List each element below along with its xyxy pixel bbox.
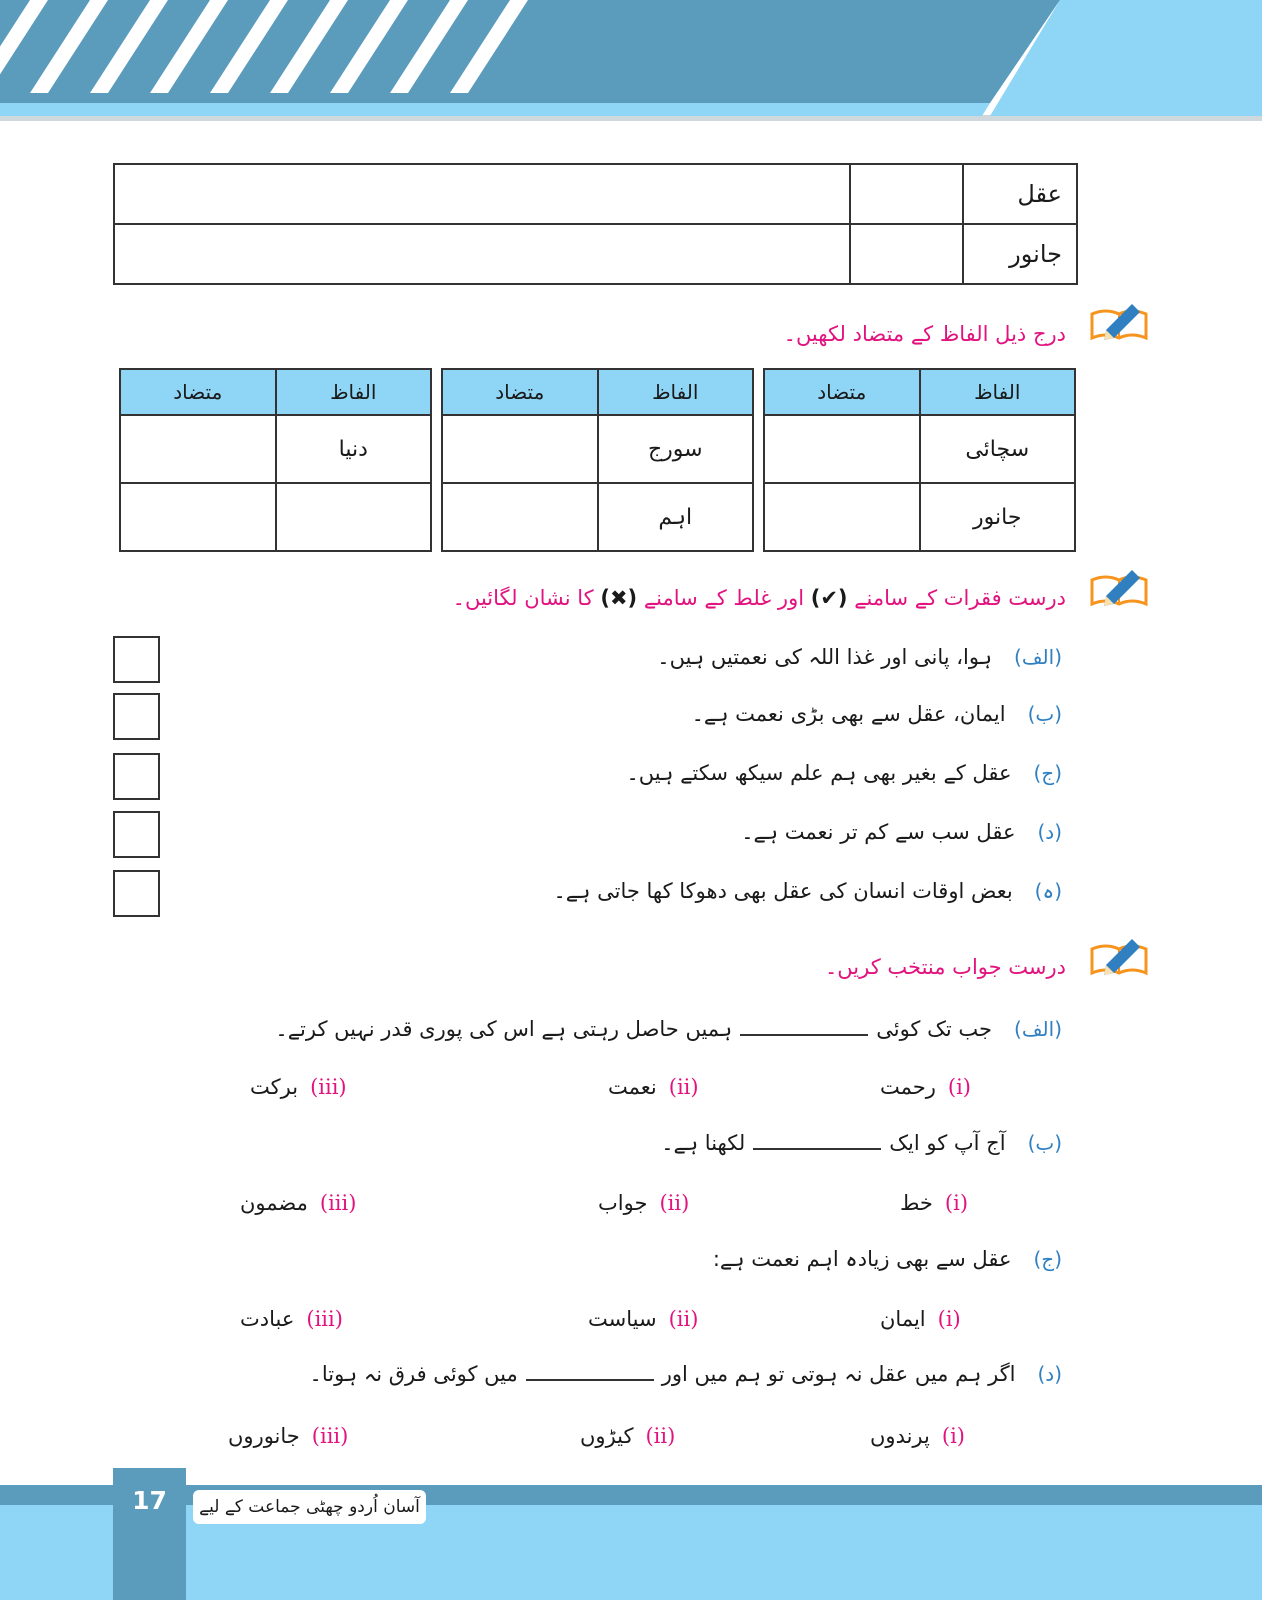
option-number: (ii) bbox=[668, 1307, 699, 1331]
answer-cell[interactable] bbox=[114, 164, 850, 224]
statement-item bbox=[741, 820, 1062, 844]
table-row bbox=[120, 369, 431, 415]
question-text-after: لکھنا ہے۔ bbox=[661, 1131, 746, 1155]
statement-text: ہوا، پانی اور غذا اللہ کی نعمتیں ہیں۔ bbox=[657, 645, 993, 669]
word-cell: سورج bbox=[598, 415, 754, 483]
word-cell: جانور bbox=[963, 224, 1077, 284]
option-text: برکت bbox=[250, 1075, 299, 1099]
answer-checkbox-5[interactable] bbox=[113, 870, 160, 917]
answer-checkbox-1[interactable] bbox=[113, 636, 160, 683]
option-text: پرندوں bbox=[870, 1424, 930, 1448]
answer-cell[interactable] bbox=[764, 483, 920, 551]
word-cell: جانور bbox=[920, 483, 1076, 551]
option-text: خط bbox=[900, 1191, 933, 1215]
option-text: جانوروں bbox=[228, 1424, 300, 1448]
item-marker: (ج) bbox=[1033, 1247, 1062, 1271]
pencil-book-icon bbox=[1088, 566, 1150, 608]
mcq-option[interactable] bbox=[900, 1191, 968, 1215]
heading-part: درست فقرات کے سامنے bbox=[854, 586, 1066, 610]
section-heading-mcq: درست جواب منتخب کریں۔ bbox=[825, 955, 1066, 979]
table-row bbox=[120, 415, 431, 483]
question-text-before: عقل سے بھی زیادہ اہم نعمت ہے: bbox=[712, 1247, 1012, 1271]
page-number: 17 bbox=[132, 1486, 167, 1515]
word-cell[interactable] bbox=[276, 483, 432, 551]
table-row bbox=[442, 369, 753, 415]
mcq-option[interactable] bbox=[880, 1075, 971, 1099]
option-text: سیاست bbox=[588, 1307, 657, 1331]
mcq-option[interactable] bbox=[588, 1307, 698, 1331]
mcq-option[interactable] bbox=[240, 1307, 343, 1331]
word-cell: دنیا bbox=[276, 415, 432, 483]
option-text: مضمون bbox=[240, 1191, 308, 1215]
option-text: ایمان bbox=[880, 1307, 926, 1331]
opposites-table-2 bbox=[441, 368, 754, 552]
option-number: (iii) bbox=[306, 1307, 343, 1331]
answer-cell[interactable] bbox=[764, 415, 920, 483]
answer-checkbox-2[interactable] bbox=[113, 693, 160, 740]
option-number: (iii) bbox=[319, 1191, 357, 1215]
question-text-before: آج آپ کو ایک bbox=[889, 1131, 1006, 1155]
question-text-after: ہمیں حاصل رہتی ہے اس کی پوری قدر نہیں کرتے۔ bbox=[275, 1017, 733, 1041]
answer-cell[interactable] bbox=[850, 164, 963, 224]
column-header-words: الفاظ bbox=[276, 369, 432, 415]
question-text-before: اگر ہم میں عقل نہ ہوتی تو ہم میں اور bbox=[661, 1362, 1016, 1386]
option-number: (iii) bbox=[310, 1075, 347, 1099]
heading-part: اور غلط کے سامنے bbox=[643, 586, 805, 610]
pencil-book-icon bbox=[1088, 935, 1150, 977]
fill-blank[interactable] bbox=[753, 1134, 881, 1150]
table-row bbox=[120, 483, 431, 551]
column-header-opposite: متضاد bbox=[120, 369, 276, 415]
answer-checkbox-4[interactable] bbox=[113, 811, 160, 858]
header-banner bbox=[0, 0, 1262, 125]
table-row bbox=[764, 369, 1075, 415]
question-text-before: جب تک کوئی bbox=[876, 1017, 993, 1041]
mcq-question bbox=[310, 1362, 1062, 1386]
answer-cell[interactable] bbox=[442, 483, 598, 551]
option-text: نعمت bbox=[608, 1075, 657, 1099]
option-number: (i) bbox=[941, 1424, 965, 1448]
heading-part: کا نشان لگائیں۔ bbox=[452, 586, 594, 610]
answer-cell[interactable] bbox=[120, 483, 276, 551]
statement-item bbox=[692, 702, 1062, 726]
question-text-after: میں کوئی فرق نہ ہوتا۔ bbox=[309, 1362, 518, 1386]
word-cell: اہم bbox=[598, 483, 754, 551]
column-header-opposite: متضاد bbox=[442, 369, 598, 415]
option-number: (i) bbox=[947, 1075, 971, 1099]
option-text: رحمت bbox=[880, 1075, 936, 1099]
check-mark-icon: (✔) bbox=[810, 586, 848, 610]
item-marker: (الف) bbox=[1014, 1017, 1062, 1041]
statement-item bbox=[657, 645, 1062, 669]
statement-text: بعض اوقات انسان کی عقل بھی دھوکا کھا جاتی ہے۔ bbox=[553, 879, 1013, 903]
section-heading-truefalse bbox=[453, 586, 1066, 610]
answer-cell[interactable] bbox=[442, 415, 598, 483]
section-heading-opposites: درج ذیل الفاظ کے متضاد لکھیں۔ bbox=[783, 322, 1066, 346]
item-marker: (د) bbox=[1037, 1362, 1062, 1386]
option-number: (i) bbox=[937, 1307, 961, 1331]
book-title: آسان اُردو چھٹی جماعت کے لیے bbox=[193, 1490, 426, 1524]
word-cell: عقل bbox=[963, 164, 1077, 224]
answer-cell[interactable] bbox=[850, 224, 963, 284]
statement-text: ایمان، عقل سے بھی بڑی نعمت ہے۔ bbox=[691, 702, 1006, 726]
top-words-table bbox=[113, 163, 1078, 285]
item-marker: (ہ) bbox=[1034, 879, 1062, 903]
item-marker: (ب) bbox=[1027, 702, 1062, 726]
statement-item bbox=[554, 879, 1063, 903]
column-header-opposite: متضاد bbox=[764, 369, 920, 415]
table-row bbox=[442, 483, 753, 551]
mcq-option[interactable] bbox=[598, 1191, 689, 1215]
mcq-option[interactable] bbox=[880, 1307, 961, 1331]
item-marker: (ب) bbox=[1027, 1131, 1062, 1155]
mcq-option[interactable] bbox=[608, 1075, 699, 1099]
option-number: (ii) bbox=[659, 1191, 690, 1215]
fill-blank[interactable] bbox=[526, 1365, 654, 1381]
mcq-option[interactable] bbox=[240, 1191, 356, 1215]
table-row bbox=[114, 224, 1077, 284]
option-number: (ii) bbox=[668, 1075, 699, 1099]
opposites-table-1 bbox=[763, 368, 1076, 552]
column-header-words: الفاظ bbox=[920, 369, 1076, 415]
table-row bbox=[114, 164, 1077, 224]
option-text: عبادت bbox=[240, 1307, 295, 1331]
statement-text: عقل سب سے کم تر نعمت ہے۔ bbox=[741, 820, 1016, 844]
table-row bbox=[764, 415, 1075, 483]
mcq-option[interactable] bbox=[228, 1424, 348, 1448]
table-row bbox=[442, 415, 753, 483]
option-number: (ii) bbox=[645, 1424, 676, 1448]
option-number: (i) bbox=[944, 1191, 969, 1215]
statement-item bbox=[626, 761, 1062, 785]
mcq-question bbox=[661, 1131, 1062, 1155]
mcq-question bbox=[713, 1247, 1062, 1271]
option-number: (iii) bbox=[311, 1424, 349, 1448]
option-text: کیڑوں bbox=[580, 1424, 634, 1448]
mcq-option[interactable] bbox=[870, 1424, 965, 1448]
column-header-words: الفاظ bbox=[598, 369, 754, 415]
answer-cell[interactable] bbox=[120, 415, 276, 483]
answer-checkbox-3[interactable] bbox=[113, 753, 160, 800]
item-marker: (د) bbox=[1037, 820, 1062, 844]
word-cell: سچائی bbox=[920, 415, 1076, 483]
cross-mark-icon: (✖) bbox=[600, 586, 638, 610]
mcq-question bbox=[275, 1017, 1062, 1041]
option-text: جواب bbox=[598, 1191, 648, 1215]
table-row bbox=[764, 483, 1075, 551]
fill-blank[interactable] bbox=[740, 1020, 868, 1036]
answer-cell[interactable] bbox=[114, 224, 850, 284]
item-marker: (ج) bbox=[1033, 761, 1062, 785]
statement-text: عقل کے بغیر بھی ہم علم سیکھ سکتے ہیں۔ bbox=[626, 761, 1012, 785]
item-marker: (الف) bbox=[1014, 645, 1062, 669]
pencil-book-icon bbox=[1088, 300, 1150, 342]
footer-stripe bbox=[0, 1485, 1262, 1505]
mcq-option[interactable] bbox=[580, 1424, 675, 1448]
opposites-table-3 bbox=[119, 368, 432, 552]
mcq-option[interactable] bbox=[250, 1075, 347, 1099]
